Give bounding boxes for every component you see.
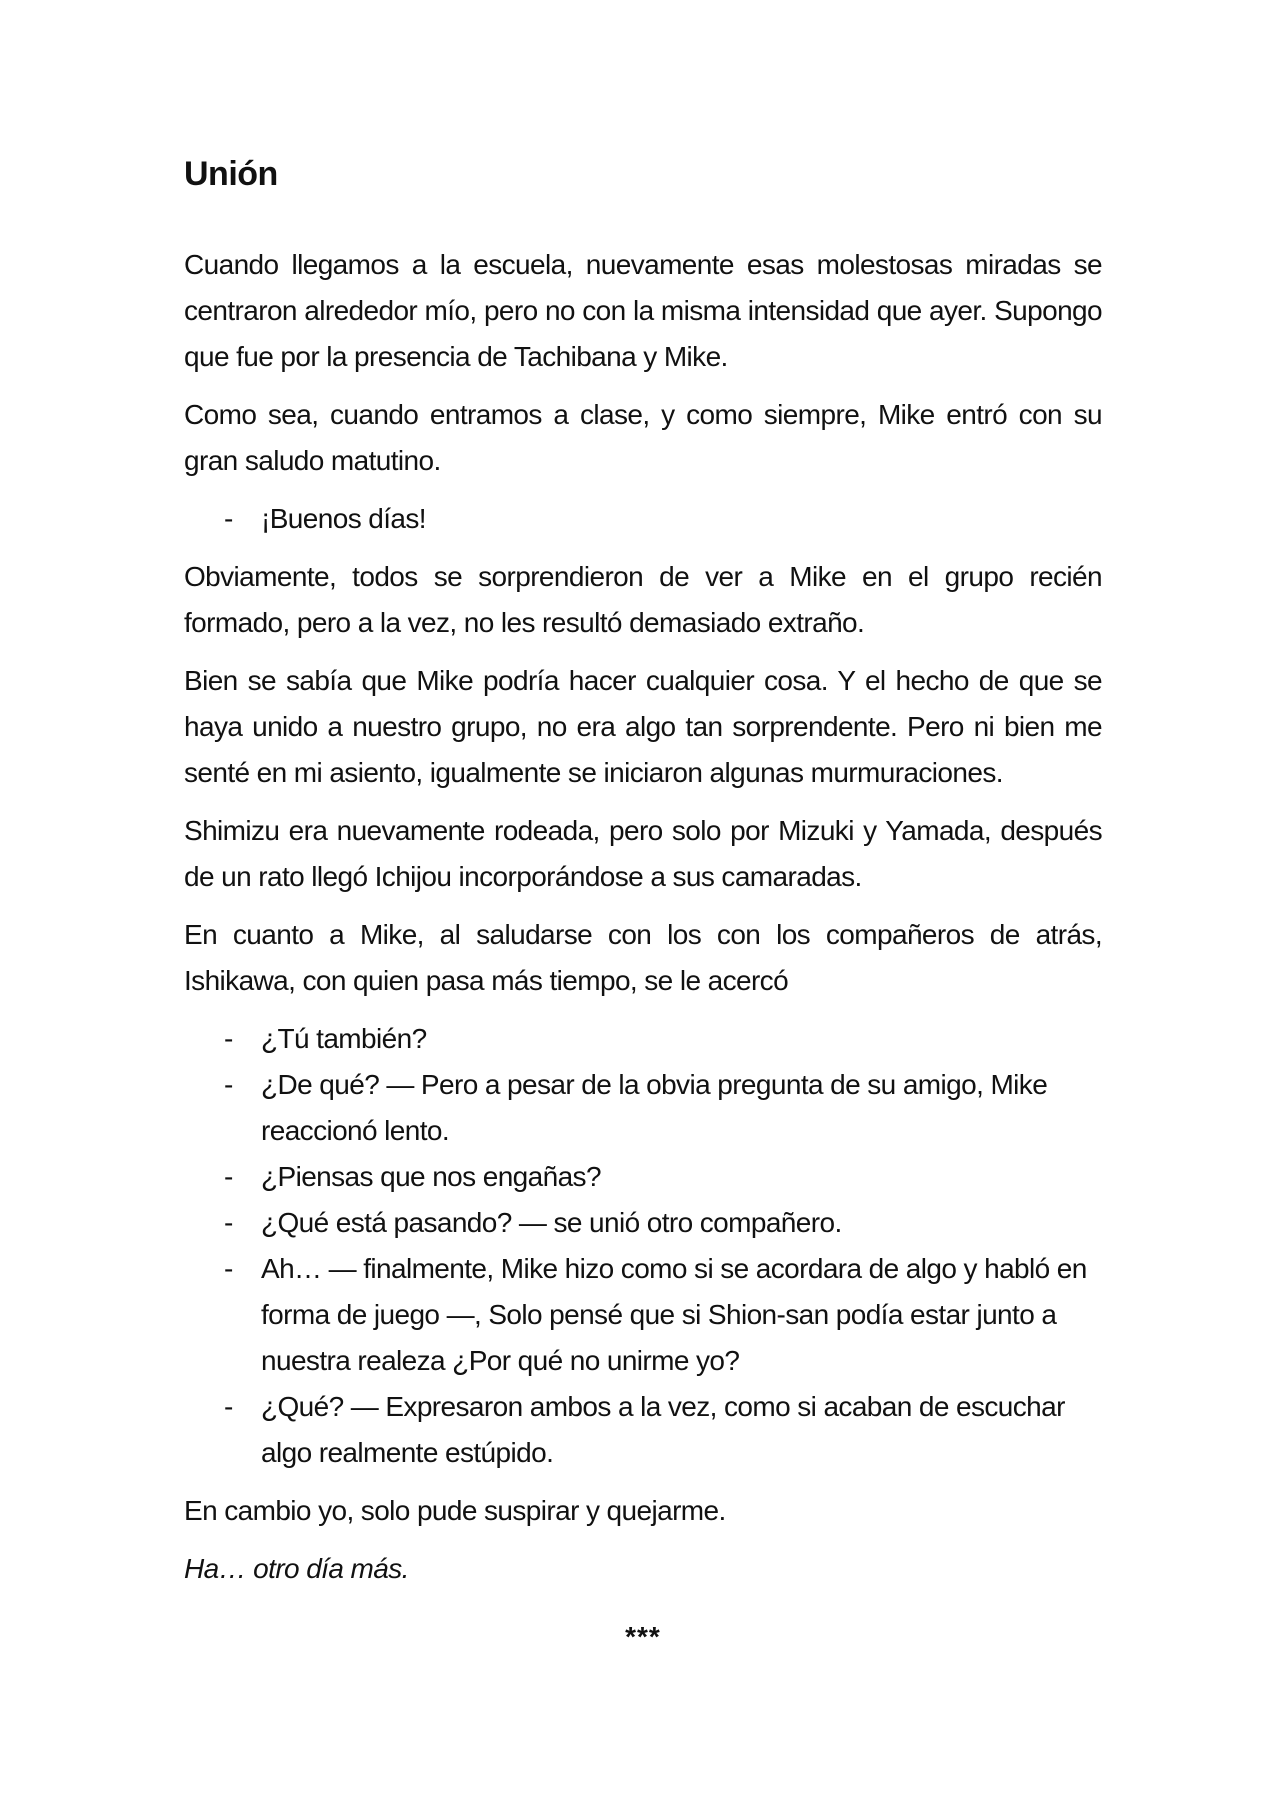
dialogue-text: ¿Piensas que nos engañas? [261,1161,601,1192]
scene-separator: *** [625,1621,661,1652]
dialogue-text: Ah… — finalmente, Mike hizo como si se acordara de algo y habló en forma de juego —, Solo pensé que si Shion-san podía estar junto a nuestra realeza ¿Por qué no unirme yo? [261,1253,1087,1376]
italic-paragraph: Ha… otro día más. [184,1553,409,1584]
paragraph: Como sea, cuando entramos a clase, y como siempre, Mike entró con su gran saludo matutino. [184,399,1102,476]
dialogue-text: ¿Tú también? [261,1023,427,1054]
paragraph: En cuanto a Mike, al saludarse con los con los compañeros de atrás, Ishikawa, con quien pasa más tiempo, se le acercó [184,919,1102,996]
paragraph: Cuando llegamos a la escuela, nuevamente esas molestosas miradas se centraron alrededor mío, pero no con la misma intensidad que ayer. Supongo que fue por la presencia de Tachibana y Mike. [184,249,1102,372]
dialogue-dash: - [224,1069,233,1100]
dialogue-dash: - [224,1391,233,1422]
dialogue-line [184,496,1102,542]
dialogue-dash: - [224,1253,233,1284]
chapter-title: Unión [184,155,278,193]
paragraph: Shimizu era nuevamente rodeada, pero solo por Mizuki y Yamada, después de un rato llegó Ichijou incorporándose a sus camaradas. [184,815,1102,892]
text-body [184,242,1102,1592]
dialogue-line [184,1016,1102,1062]
dialogue-text: ¿Qué está pasando? — se unió otro compañero. [261,1207,842,1238]
page-content [184,150,1102,1660]
dialogue-text: ¡Buenos días! [261,503,426,534]
dialogue-line [184,1384,1102,1476]
paragraph: En cambio yo, solo pude suspirar y quejarme. [184,1495,726,1526]
dialogue-line [184,1200,1102,1246]
dialogue-text: ¿De qué? — Pero a pesar de la obvia pregunta de su amigo, Mike reaccionó lento. [261,1069,1048,1146]
dialogue-line [184,1246,1102,1384]
dialogue-line [184,1154,1102,1200]
dialogue-line [184,1062,1102,1154]
dialogue-dash: - [224,503,233,534]
dialogue-dash: - [224,1207,233,1238]
dialogue-dash: - [224,1161,233,1192]
dialogue-dash: - [224,1023,233,1054]
dialogue-text: ¿Qué? — Expresaron ambos a la vez, como si acaban de escuchar algo realmente estúpido. [261,1391,1065,1468]
paragraph: Bien se sabía que Mike podría hacer cualquier cosa. Y el hecho de que se haya unido a nuestro grupo, no era algo tan sorprendente. Pero ni bien me senté en mi asiento, igualmente se iniciaron algunas murmuraciones. [184,665,1102,788]
paragraph: Obviamente, todos se sorprendieron de ver a Mike en el grupo recién formado, pero a la vez, no les resultó demasiado extraño. [184,561,1102,638]
